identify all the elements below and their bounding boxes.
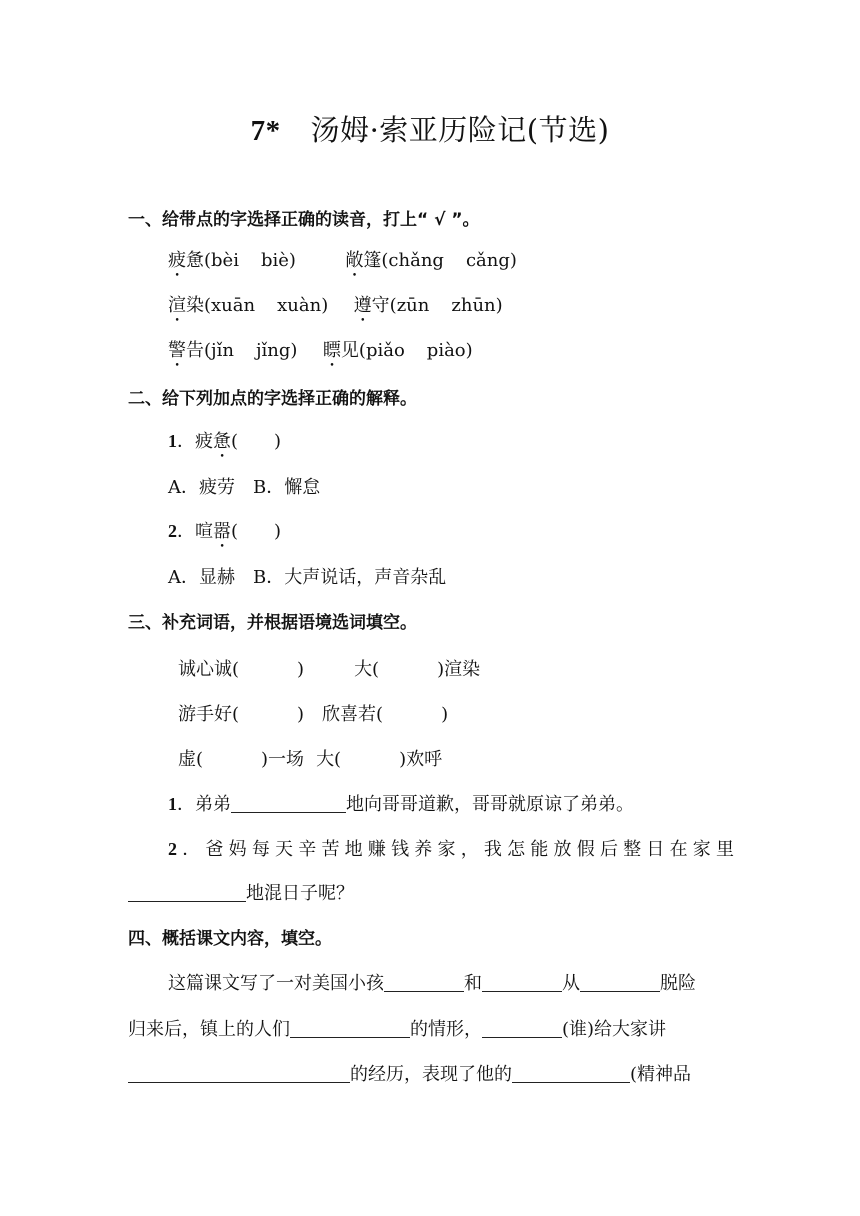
dotted-char: 瞟 [322, 340, 341, 361]
pinyin-row-2: 渲染(xuān xuàn) 遵守(zūn zhūn) [168, 295, 503, 316]
fill-blank[interactable] [290, 1018, 410, 1038]
pinyin-row-3: 警告(jǐn jǐng) 瞟见(piǎo piào) [168, 340, 473, 361]
sentence-text: ．爸妈每天辛苦地赚钱养家，我怎能放假后整日在家里 [177, 839, 734, 860]
idiom-text: 游手好( [178, 704, 240, 725]
word-char: 惫 [186, 250, 204, 271]
pinyin-option: zhūn [451, 295, 496, 316]
dotted-char: 警 [168, 340, 186, 361]
idiom-text: 诚心诚( [178, 659, 240, 680]
question-number: 1 [168, 431, 177, 451]
question-number: 1 [168, 794, 177, 814]
summary-text: 归来后，镇上的人们 [128, 1019, 290, 1040]
question-2-1: 1．疲惫( ) [168, 431, 282, 452]
pinyin-option: chǎng [388, 250, 444, 271]
pinyin-option: piào [426, 340, 466, 361]
pinyin-option: bèi [211, 250, 239, 271]
summary-text: 的情形， [410, 1019, 482, 1040]
fill-blank[interactable] [231, 793, 346, 813]
idiom-row-2 [178, 702, 448, 728]
pinyin-option: biè [260, 250, 289, 271]
dotted-char: 疲 [168, 250, 186, 271]
summary-text: (精神品 [630, 1064, 692, 1085]
pinyin-option: jǐng [255, 340, 291, 361]
pinyin-option: zūn [396, 295, 430, 316]
idiom-text: 大( [316, 749, 342, 770]
word-char: 守 [371, 295, 390, 316]
pinyin-option: cǎng [465, 250, 510, 271]
fill-blank[interactable] [384, 972, 464, 992]
idiom-row-3 [178, 747, 442, 773]
idiom-text: )渲染 [437, 659, 481, 680]
section3-heading: 三、补充词语，并根据语境选词填空。 [128, 613, 417, 633]
answer-blank: ( ) [231, 521, 282, 542]
word-char: 染 [186, 295, 204, 316]
section1-heading: 一、给带点的字选择正确的读音，打上“ √ ”。 [128, 210, 480, 230]
fill-blank[interactable] [128, 882, 246, 902]
sentence-text: ．弟弟 [177, 794, 231, 815]
lesson-title: 汤姆·索亚历险记(节选) [310, 113, 610, 147]
pinyin-row-1: 疲惫(bèi biè) 敞篷(chǎng cǎng) [168, 250, 517, 271]
sentence-text: 地混日子呢？ [246, 883, 354, 904]
word-char: 篷 [363, 250, 382, 271]
dotted-char: 渲 [168, 295, 186, 316]
idiom-text: )一场 [261, 749, 305, 770]
idiom-text: 欣喜若( [322, 704, 384, 725]
fill-blank[interactable] [580, 972, 660, 992]
summary-line-1 [168, 971, 696, 997]
lesson-number: 7* [250, 115, 281, 147]
idiom-text: 虚( [178, 749, 204, 770]
word-char: 喧 [195, 521, 213, 542]
fill-blank[interactable] [482, 1018, 562, 1038]
summary-text: 和 [464, 973, 482, 994]
pinyin-option: xuān [211, 295, 256, 316]
fill-blank[interactable] [512, 1063, 630, 1083]
question-number: 2 [168, 839, 177, 859]
fill-blank[interactable] [128, 1063, 350, 1083]
word-char: 告 [186, 340, 204, 361]
sentence-3-1 [168, 791, 634, 818]
sentence-3-2-cont [128, 881, 354, 907]
section4-heading: 四、概括课文内容，填空。 [128, 929, 332, 949]
options-2-2: A．显赫 B．大声说话，声音杂乱 [168, 567, 447, 588]
summary-line-2 [128, 1017, 666, 1043]
dotted-char: 敞 [345, 250, 364, 271]
dotted-char: 嚣 [213, 521, 231, 542]
word-char: 疲 [195, 431, 213, 452]
summary-text: 这篇课文写了一对美国小孩 [168, 973, 384, 994]
sentence-3-2 [168, 836, 734, 863]
dotted-char: 惫 [213, 431, 231, 452]
word-char: 见 [340, 340, 359, 361]
question-number: 2 [168, 521, 177, 541]
summary-text: 脱险 [660, 973, 696, 994]
summary-text: 的经历，表现了他的 [350, 1064, 512, 1085]
idiom-row-1 [178, 657, 480, 683]
dotted-char: 遵 [353, 295, 372, 316]
pinyin-option: jǐn [211, 340, 234, 361]
sentence-text: 地向哥哥道歉，哥哥就原谅了弟弟。 [346, 794, 634, 815]
idiom-text: ) [441, 704, 449, 725]
pinyin-option: piǎo [365, 340, 405, 361]
idiom-text: )欢呼 [399, 749, 443, 770]
summary-text: 从 [562, 973, 580, 994]
question-2-2: 2．喧嚣( ) [168, 521, 282, 542]
idiom-text: 大( [354, 659, 380, 680]
pinyin-option: xuàn [277, 295, 322, 316]
answer-blank: ( ) [231, 431, 282, 452]
options-2-1: A．疲劳 B．懈怠 [168, 477, 321, 498]
summary-line-3 [128, 1062, 691, 1088]
fill-blank[interactable] [482, 972, 562, 992]
idiom-text: ) [297, 659, 305, 680]
idiom-text: ) [297, 704, 305, 725]
summary-text: (谁)给大家讲 [562, 1019, 667, 1040]
page-title [0, 108, 860, 149]
section2-heading: 二、给下列加点的字选择正确的解释。 [128, 389, 417, 409]
